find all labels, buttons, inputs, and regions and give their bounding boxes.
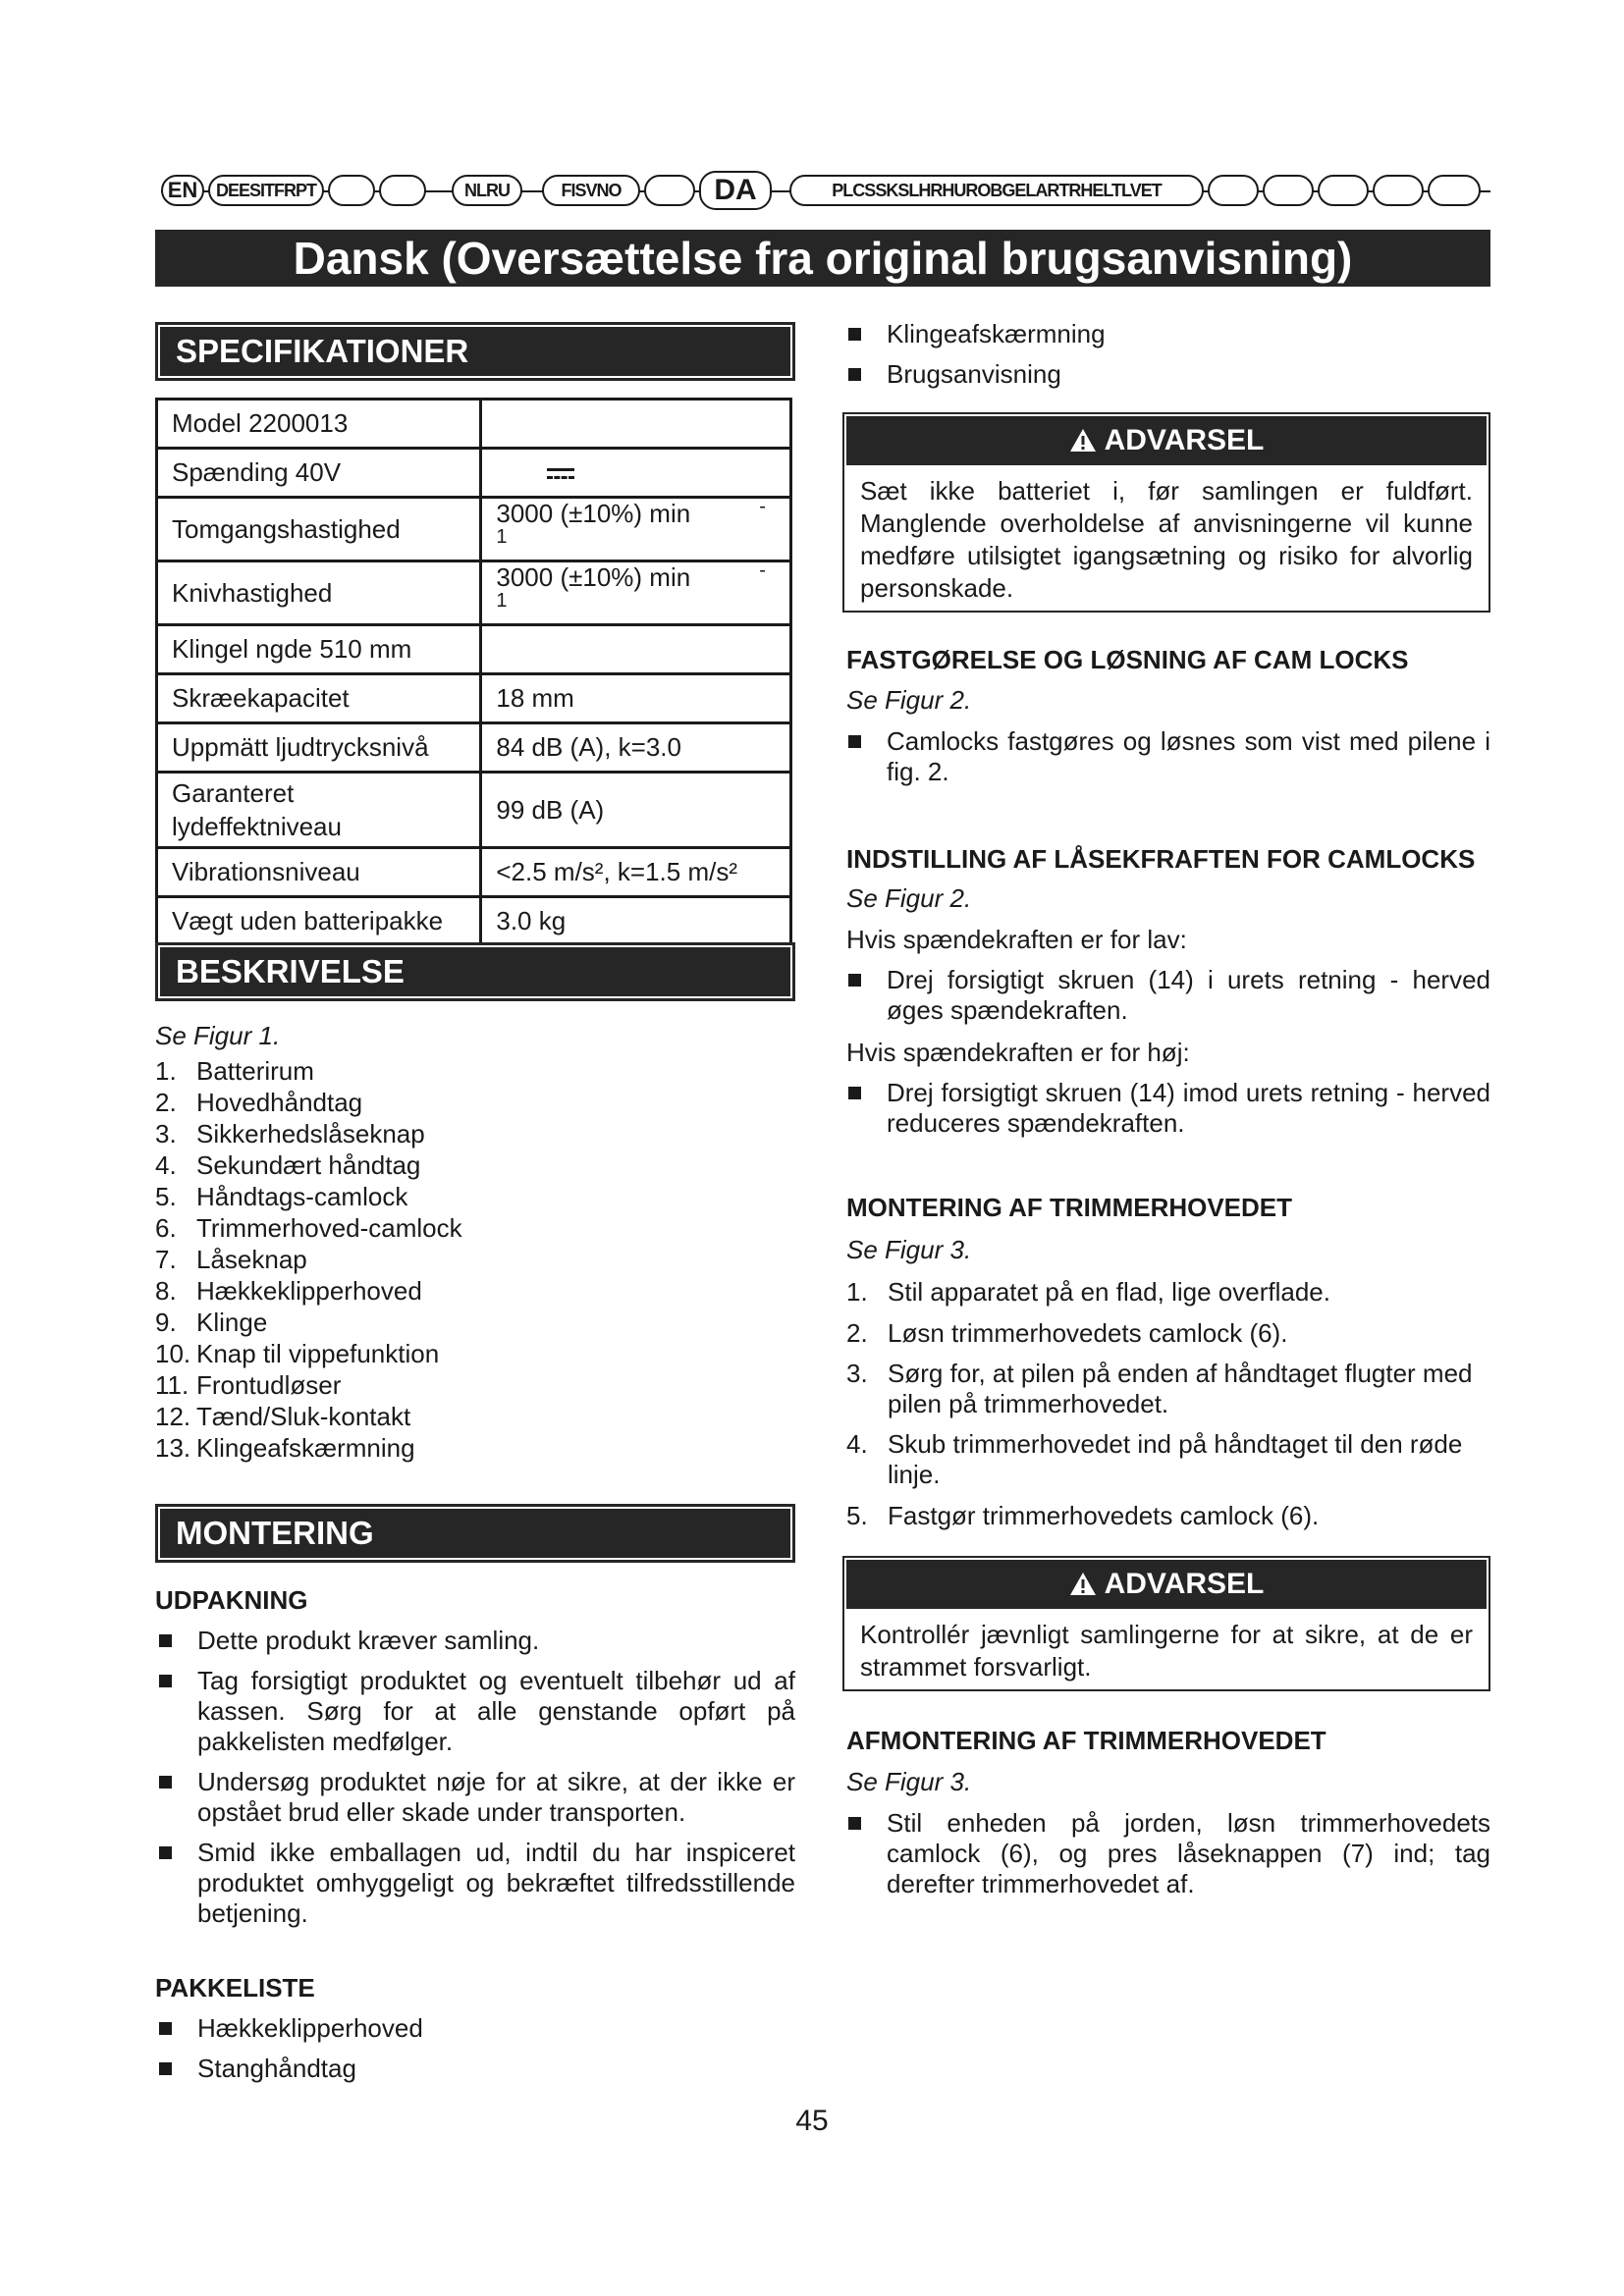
dismount-list bbox=[844, 1808, 1490, 1909]
list-item: 10. Knap til vippefunktion bbox=[155, 1339, 440, 1368]
see-figure-1: Se Figur 1. bbox=[155, 1021, 281, 1050]
language-tab-bar bbox=[161, 173, 1490, 210]
spec-value: 3000 (±10%) min $^{-1}$ bbox=[481, 561, 791, 625]
warning-header: ADVARSEL bbox=[844, 414, 1489, 467]
mount-heading: MONTERING AF TRIMMERHOVEDET bbox=[846, 1193, 1293, 1222]
tab-lang-empty[interactable] bbox=[1318, 175, 1369, 206]
list-item: 5. Håndtags-camlock bbox=[155, 1182, 408, 1211]
spec-label: Garanteret lydeffektniveau bbox=[157, 773, 481, 848]
table-row bbox=[157, 498, 791, 561]
list-item: 9. Klinge bbox=[155, 1308, 268, 1337]
table-row bbox=[157, 400, 791, 449]
spec-label: Spænding 40V bbox=[157, 449, 481, 498]
page-title: Dansk (Oversættelse fra original brugsanvisning) bbox=[155, 230, 1490, 287]
force-low-list bbox=[844, 965, 1490, 1036]
tab-lang-empty[interactable] bbox=[1428, 175, 1481, 206]
tab-lang-da-active[interactable]: DA bbox=[699, 171, 772, 210]
force-high-text: Hvis spændekraften er for høj: bbox=[846, 1038, 1190, 1067]
packlist-right bbox=[844, 319, 1490, 400]
list-item: 5. Fastgør trimmerhovedets camlock (6). bbox=[846, 1501, 1320, 1530]
spec-value: 3000 (±10%) min $^{-1}$ bbox=[481, 498, 791, 561]
warning-triangle-icon bbox=[1069, 428, 1097, 453]
camlock-heading: FASTGØRELSE OG LØSNING AF CAM LOCKS bbox=[846, 645, 1409, 674]
tab-lang-empty[interactable] bbox=[644, 175, 695, 206]
dc-symbol-icon bbox=[547, 468, 574, 481]
list-item: Tag forsigtigt produktet og eventuelt tilbehør ud af kassen. Sørg for at alle genstande opført på pakkelisten medfølger. bbox=[155, 1666, 795, 1757]
list-item: Stanghåndtag bbox=[155, 2054, 795, 2084]
packlist-left bbox=[155, 2013, 795, 2094]
list-item: 6. Trimmerhoved-camlock bbox=[155, 1213, 462, 1243]
tab-lang-group-1[interactable]: DEESITFRPT bbox=[208, 175, 324, 206]
spec-value bbox=[481, 449, 791, 498]
list-item: 11. Frontudløser bbox=[155, 1370, 342, 1400]
tab-lang-en[interactable]: EN bbox=[161, 175, 204, 206]
table-row bbox=[157, 848, 791, 897]
list-item: 3. Sørg for, at pilen på enden af håndtaget flugter med pilen på trimmerhovedet. bbox=[846, 1359, 1473, 1418]
tab-lang-group-3[interactable]: FISVNO bbox=[542, 175, 640, 206]
tab-lang-empty[interactable] bbox=[328, 175, 375, 206]
list-item: 12. Tænd/Sluk-kontakt bbox=[155, 1402, 411, 1431]
spec-label: Klingel ngde 510 mm bbox=[157, 625, 481, 674]
spec-label: Tomgangshastighed bbox=[157, 498, 481, 561]
list-item: 1. Stil apparatet på en flad, lige overflade. bbox=[846, 1277, 1330, 1307]
spec-label: Vibrationsniveau bbox=[157, 848, 481, 897]
warning-text: Sæt ikke batteriet i, før samlingen er fuldført. Manglende overholdelse af anvisningerne vil kunne medføre utilsigtet igangsætning og risiko for alvorlig personskade. bbox=[860, 476, 1473, 603]
list-item: Hækkeklipperhoved bbox=[155, 2013, 795, 2044]
force-low-text: Hvis spændekraften er for lav: bbox=[846, 925, 1187, 954]
mount-steps bbox=[846, 1276, 1490, 1531]
unpack-list bbox=[155, 1626, 795, 1939]
list-item: 2. Hovedhåndtag bbox=[155, 1088, 363, 1117]
spec-table bbox=[155, 398, 792, 947]
list-item: Camlocks fastgøres og løsnes som vist med pilene i fig. 2. bbox=[844, 726, 1490, 787]
list-item: 7. Låseknap bbox=[155, 1245, 307, 1274]
spec-label: Skræekapacitet bbox=[157, 674, 481, 723]
tab-lang-empty[interactable] bbox=[1373, 175, 1424, 206]
dismount-heading: AFMONTERING AF TRIMMERHOVEDET bbox=[846, 1726, 1326, 1755]
list-item: 3. Sikkerhedslåseknap bbox=[155, 1119, 425, 1148]
tab-lang-group-2[interactable]: NLRU bbox=[452, 175, 522, 206]
list-item: 4. Sekundært håndtag bbox=[155, 1150, 421, 1180]
spec-value: 3.0 kg bbox=[481, 897, 791, 946]
packlist-heading: PAKKELISTE bbox=[155, 1973, 315, 2002]
warning-box-battery bbox=[842, 412, 1490, 613]
warning-triangle-icon bbox=[1069, 1572, 1097, 1596]
section-header-description: BESKRIVELSE bbox=[155, 942, 795, 1001]
camlock-list bbox=[844, 726, 1490, 797]
list-item: Drej forsigtigt skruen (14) i urets retning - herved øges spændekraften. bbox=[844, 965, 1490, 1026]
warning-box-check bbox=[842, 1556, 1490, 1691]
spec-value: 99 dB (A) bbox=[481, 773, 791, 848]
spec-value bbox=[481, 625, 791, 674]
spec-value: 84 dB (A), k=3.0 bbox=[481, 723, 791, 773]
spec-value: <2.5 m/s², k=1.5 m/s² bbox=[481, 848, 791, 897]
list-item: 4. Skub trimmerhovedet ind på håndtaget til den røde linje. bbox=[846, 1429, 1463, 1489]
force-heading: INDSTILLING AF LÅSEKFRAFTEN FOR CAMLOCKS bbox=[846, 844, 1476, 874]
list-item: Klingeafskærmning bbox=[844, 319, 1490, 349]
list-item: 1. Batterirum bbox=[155, 1056, 314, 1086]
tab-lang-group-4[interactable]: PLCSSKSLHRHUROBGELARTRHELTLVET bbox=[789, 175, 1204, 206]
see-figure-2: Se Figur 2. bbox=[846, 685, 972, 715]
table-row bbox=[157, 897, 791, 946]
spec-label: Vægt uden batteripakke bbox=[157, 897, 481, 946]
list-item: Smid ikke emballagen ud, indtil du har inspiceret produktet omhyggeligt og bekræftet tilfredsstillende betjening. bbox=[155, 1838, 795, 1929]
list-item: 13. Klingeafskærmning bbox=[155, 1433, 415, 1463]
list-item: Brugsanvisning bbox=[844, 359, 1490, 390]
see-figure-3b: Se Figur 3. bbox=[846, 1767, 972, 1796]
spec-value: 18 mm bbox=[481, 674, 791, 723]
list-item: Drej forsigtigt skruen (14) imod urets retning - herved reduceres spændekraften. bbox=[844, 1078, 1490, 1139]
table-row bbox=[157, 625, 791, 674]
list-item: Dette produkt kræver samling. bbox=[155, 1626, 795, 1656]
section-header-assembly: MONTERING bbox=[155, 1504, 795, 1563]
list-item: 2. Løsn trimmerhovedets camlock (6). bbox=[846, 1318, 1288, 1348]
tab-lang-empty[interactable] bbox=[379, 175, 426, 206]
see-figure-3: Se Figur 3. bbox=[846, 1235, 972, 1264]
list-item: 8. Hækkeklipperhoved bbox=[155, 1276, 422, 1306]
see-figure-2b: Se Figur 2. bbox=[846, 883, 972, 913]
list-item: Undersøg produktet nøje for at sikre, at der ikke er opstået brud eller skade under transporten. bbox=[155, 1767, 795, 1828]
spec-label: Uppmätt ljudtrycksnivå bbox=[157, 723, 481, 773]
list-item: Stil enheden på jorden, løsn trimmerhovedets camlock (6), og pres låseknappen (7) ind; tag derefter trimmerhovedet af. bbox=[844, 1808, 1490, 1899]
warning-text: Kontrollér jævnligt samlingerne for at sikre, at de er strammet forsvarligt. bbox=[860, 1620, 1473, 1682]
warning-header: ADVARSEL bbox=[844, 1558, 1489, 1611]
spec-label: Model 2200013 bbox=[157, 400, 481, 449]
parts-list bbox=[155, 1055, 744, 1464]
table-row bbox=[157, 773, 791, 848]
unpack-heading: UDPAKNING bbox=[155, 1585, 308, 1615]
table-row bbox=[157, 449, 791, 498]
section-header-specs: SPECIFIKATIONER bbox=[155, 322, 795, 381]
tab-lang-empty[interactable] bbox=[1208, 175, 1259, 206]
force-high-list bbox=[844, 1078, 1490, 1148]
spec-label: Knivhastighed bbox=[157, 561, 481, 625]
spec-value bbox=[481, 400, 791, 449]
table-row bbox=[157, 674, 791, 723]
page-number: 45 bbox=[795, 2105, 829, 2137]
table-row bbox=[157, 723, 791, 773]
table-row bbox=[157, 561, 791, 625]
tab-lang-empty[interactable] bbox=[1263, 175, 1314, 206]
